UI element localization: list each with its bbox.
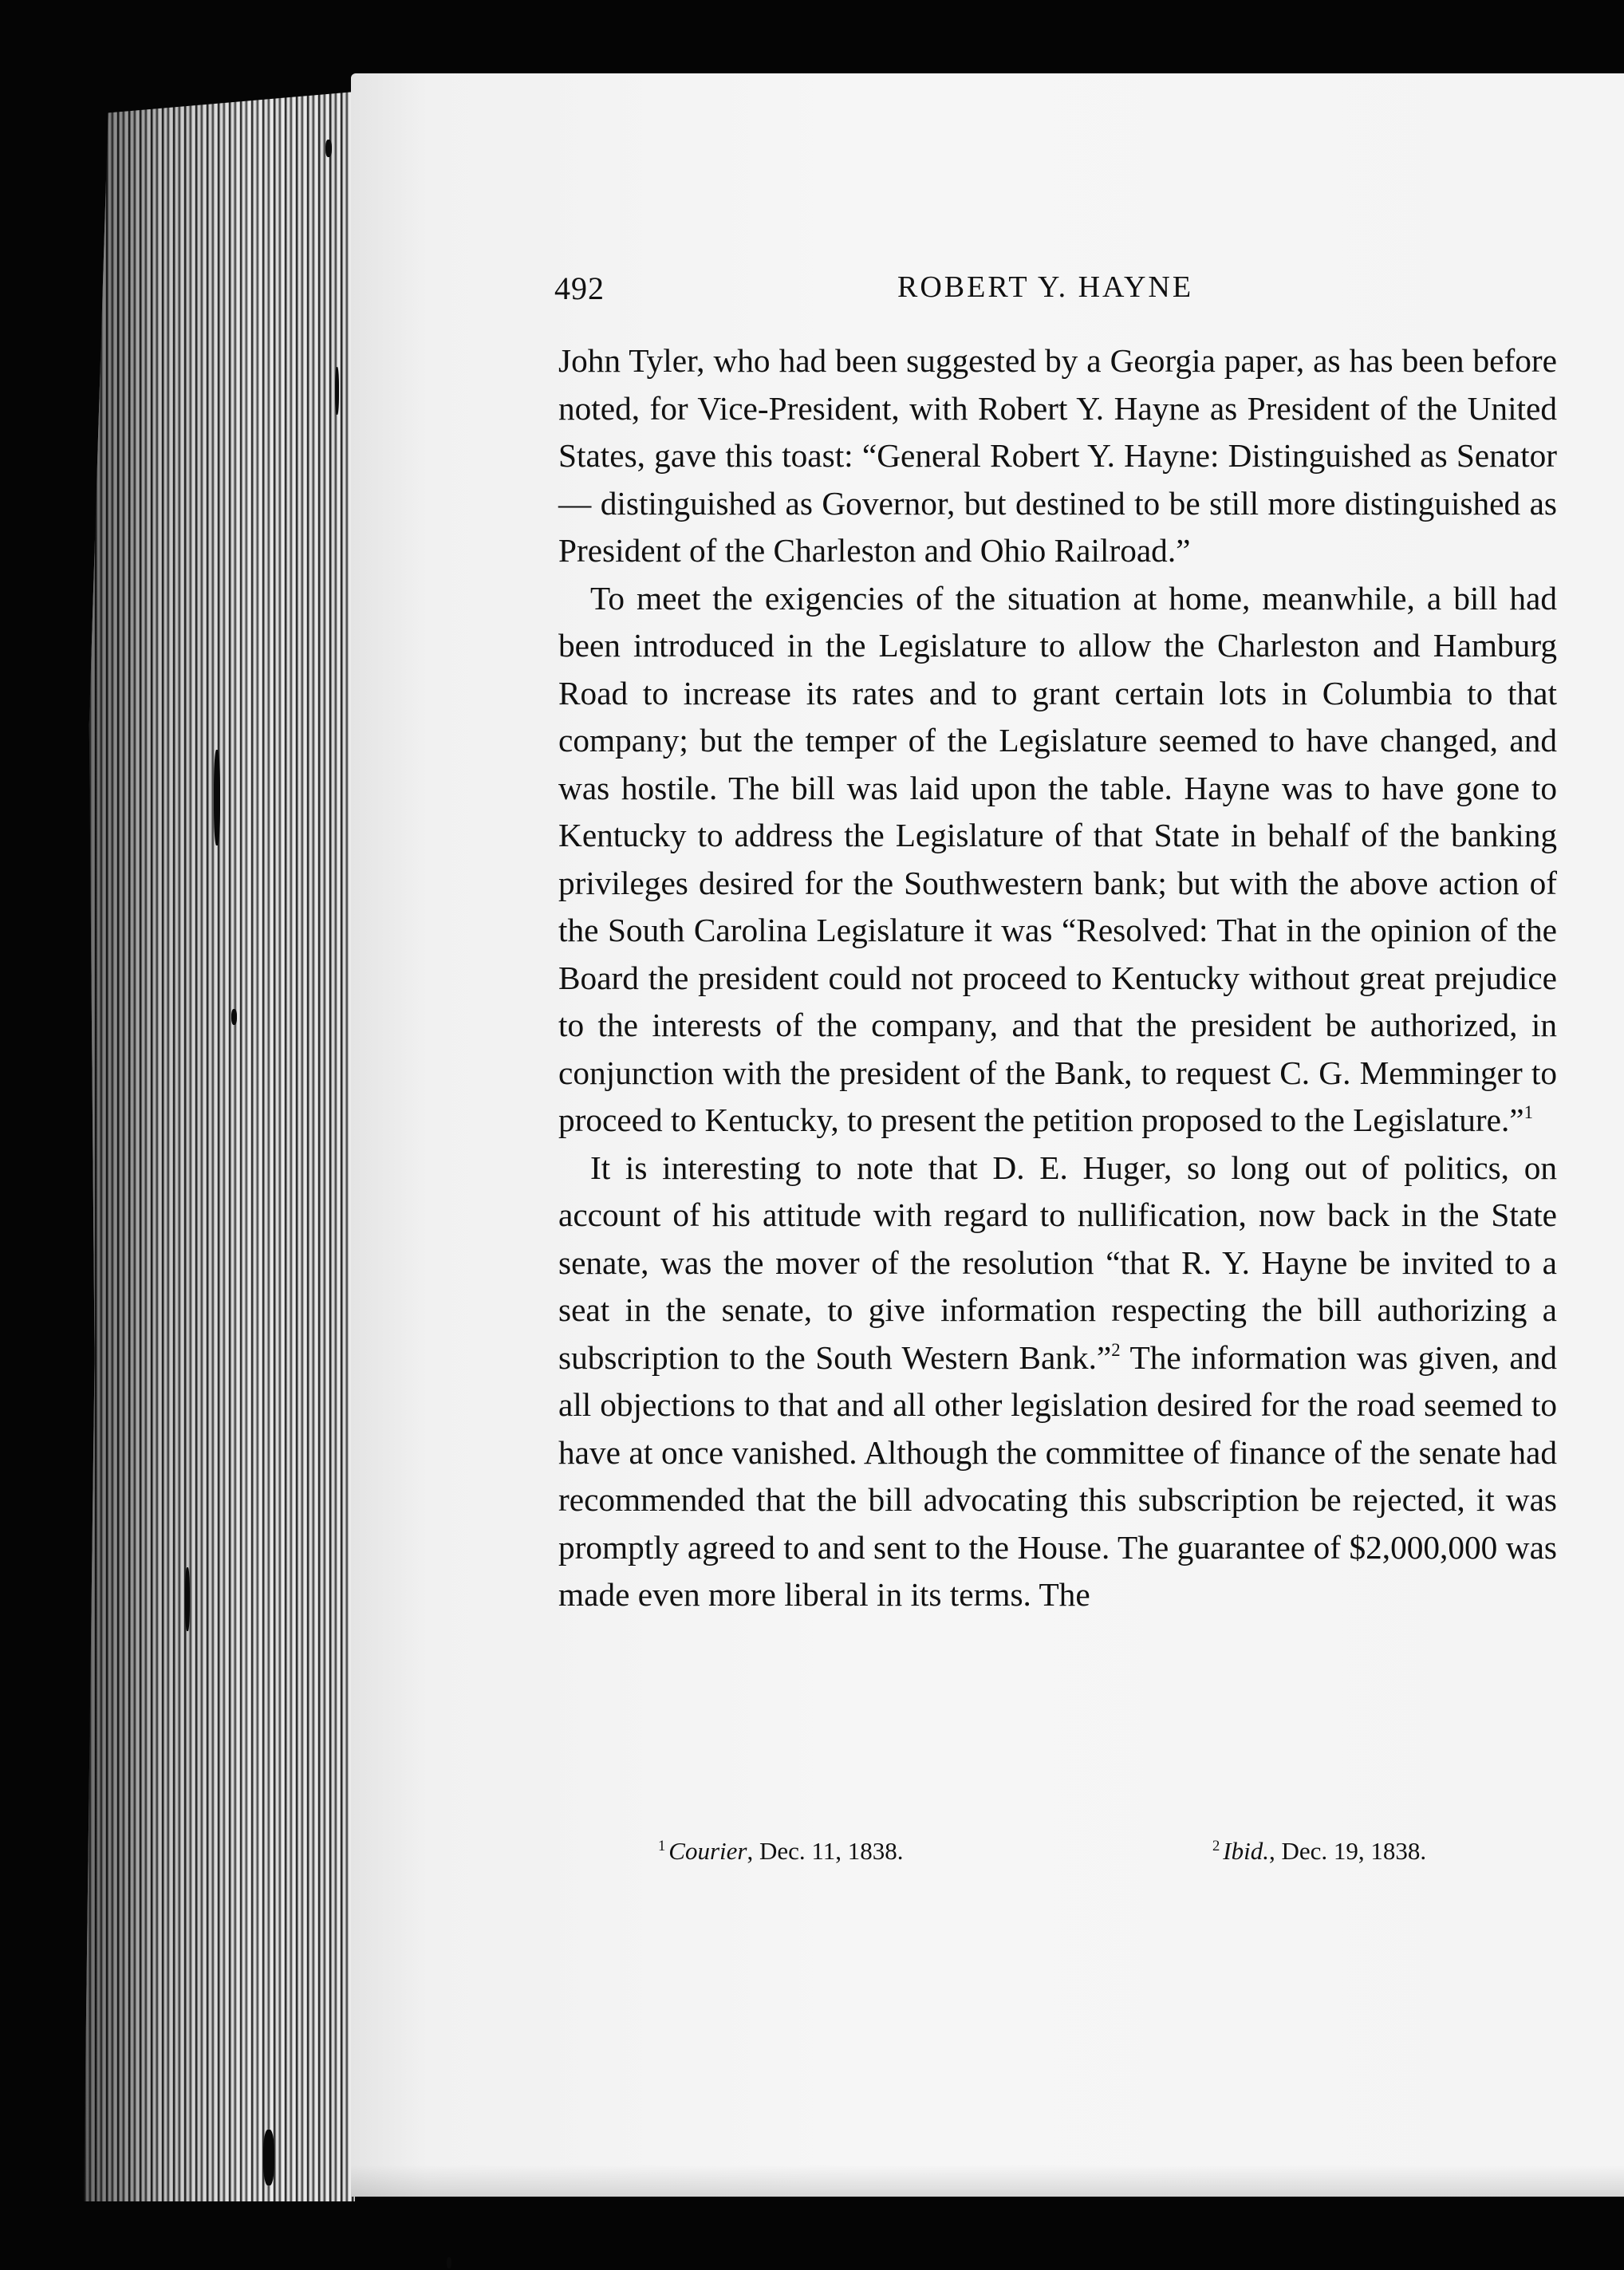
footnote-mark: 1 bbox=[658, 1837, 666, 1854]
paragraph-1 bbox=[558, 337, 1557, 575]
paragraph-text: To meet the exigencies of the situation at home, meanwhile, a bill had been introduced in the Legislature to allow the Charleston and Hamburg Road to increase its rates and to grant certain lots in Columbia to that company; but the temper of the Legislature seemed to have changed, and was hostile. The bill was laid upon the table. Hayne was to have gone to Kentucky to address the Legislature of that State in behalf of the banking privileges desired for the Southwestern bank; but with the above action of the South Carolina Legislature it was “Resolved: That in the opinion of the Board the president could not proceed to Kentucky without great prejudice to the interests of the company, and that the president be authorized, in conjunction with the president of the Bank, to request C. G. Memminger to proceed to Kentucky, to present the petition proposed to the Legislature.” bbox=[558, 579, 1557, 1138]
footnote-reference-2: 2 bbox=[1111, 1339, 1121, 1360]
footnote-reference-1: 1 bbox=[1523, 1102, 1533, 1123]
body-text bbox=[558, 337, 1557, 1619]
paragraph-text: John Tyler, who had been suggested by a Georgia paper, as has been before noted, for Vice-President, with Robert Y. Hayne as President of the United States, gave this toast: “General Robert Y. Hayne: Distinguished as Senator — distinguished as Governor, but destined to be still more distinguished as President of the Charleston and Ohio Railroad.” bbox=[558, 342, 1557, 569]
page-number: 492 bbox=[554, 270, 605, 306]
running-head bbox=[554, 270, 1567, 317]
paragraph-3 bbox=[558, 1145, 1557, 1619]
book-page-edges-shadow bbox=[84, 92, 355, 2201]
footnote-source: Courier bbox=[668, 1837, 747, 1865]
footnote-mark: 2 bbox=[1212, 1837, 1220, 1854]
footnote-citation: , Dec. 19, 1838. bbox=[1268, 1837, 1427, 1865]
footnote-1 bbox=[658, 1837, 904, 1866]
footnotes bbox=[558, 1837, 1557, 1877]
paragraph-text: The information was given, and all objections to that and all other legislation desired for the road seemed to have at once vanished. Although the committee of finance of the senate had recommended that the bill advocating this subscription be rejected, it was promptly agreed to and sent to the House. The guarantee of $2,000,000 was made even more liberal in its terms. The bbox=[558, 1338, 1557, 1613]
footnote-source: Ibid. bbox=[1223, 1837, 1269, 1865]
footnote-2 bbox=[1212, 1837, 1426, 1866]
paragraph-text: It is interesting to note that D. E. Huger, so long out of politics, on account of his attitude with regard to nullification, now back in the State senate, was the mover of the resolution “that R. Y. Hayne be invited to a seat in the senate, to give information respecting the bill authorizing a subscription to the South Western Bank.” bbox=[558, 1149, 1557, 1376]
running-title: ROBERT Y. HAYNE bbox=[897, 270, 1194, 304]
footnote-citation: , Dec. 11, 1838. bbox=[747, 1837, 904, 1865]
paragraph-2 bbox=[558, 575, 1557, 1145]
